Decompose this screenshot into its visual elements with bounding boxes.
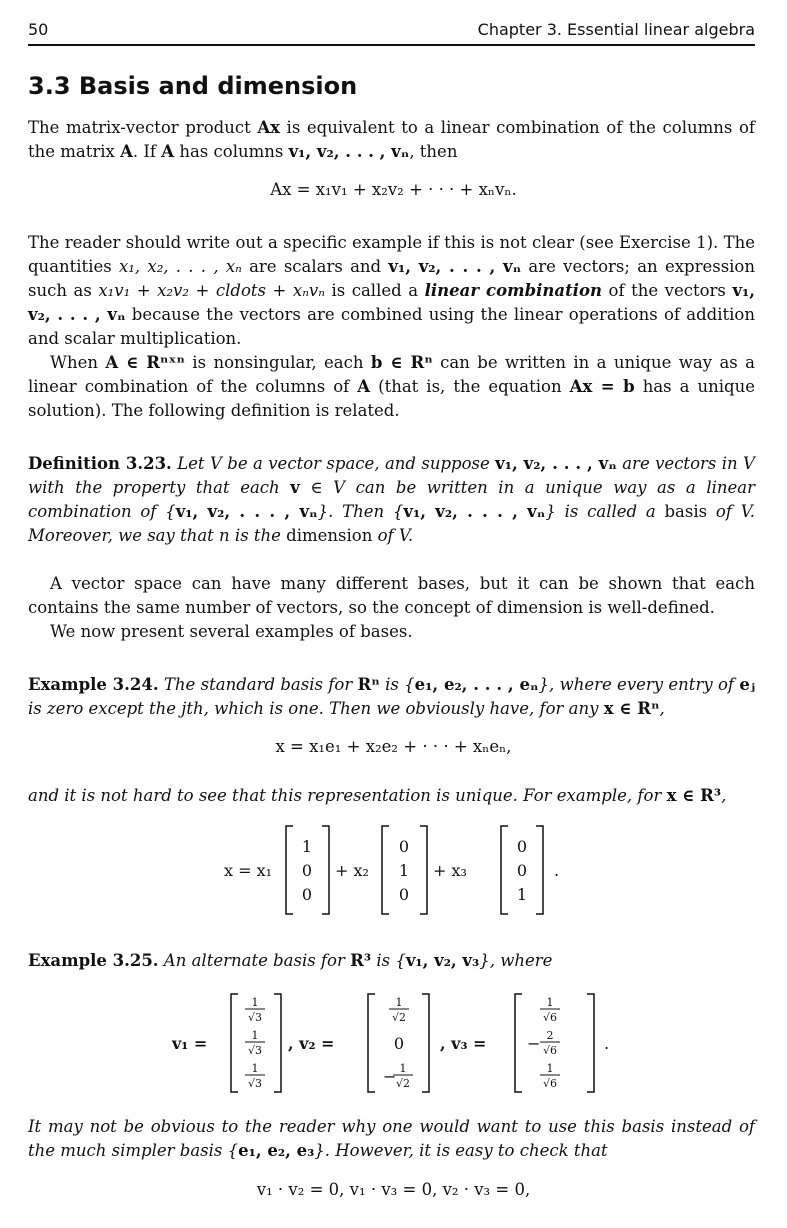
equation-standard-expansion: x = x₁e₁ + x₂e₂ + · · · + xₙeₙ, <box>275 737 512 756</box>
bracket-left <box>501 826 508 914</box>
fraction-entry <box>527 1029 560 1057</box>
example-alternate-basis: Example 3.25. An alternate basis for R³ is {v₁, v₂, v₃}, where <box>28 951 553 970</box>
bracket-left <box>368 994 375 1092</box>
matrix-entry: 1 <box>398 861 410 880</box>
equation-alternate-basis-vectors <box>0 988 787 1100</box>
bracket-right <box>536 826 543 914</box>
chapter-title: Chapter 3. Essential linear algebra <box>477 20 755 39</box>
running-header <box>28 18 755 44</box>
paragraph-many-bases: A vector space can have many different bases, but it can be shown that each contains the same number of vectors, so the concept of dimension is well-defined. <box>28 574 755 617</box>
svg-text:√2: √2 <box>395 1077 411 1090</box>
svg-text:1: 1 <box>251 1062 259 1075</box>
svg-text:√3: √3 <box>247 1044 263 1057</box>
fraction-entry <box>389 996 409 1024</box>
fraction-entry <box>540 1062 560 1090</box>
equation-r3-expansion <box>0 820 787 920</box>
svg-text:1: 1 <box>395 996 403 1009</box>
section-title: 3.3 Basis and dimension <box>28 72 358 100</box>
eq3-plus-x2: + x₂ <box>335 861 369 880</box>
v2-label: , v₂ = <box>288 1034 335 1053</box>
svg-text:√2: √2 <box>391 1011 407 1024</box>
bracket-left <box>382 826 389 914</box>
definition-basis: Definition 3.23. Let V be a vector space, and suppose v₁, v₂, . . . , vₙ are vectors in V with the property that each v ∈ V can be written in a unique way as a linear combination of {v₁, v₂, . . . , vₙ}. Then {v₁, v₂, . . . , vₙ} is called a basis of V. Moreover, we say that n is the dimension of V. <box>28 454 755 545</box>
fraction-entry <box>245 996 265 1024</box>
svg-text:√3: √3 <box>247 1077 263 1090</box>
paragraph-linear-combination: The reader should write out a specific example if this is not clear (see Exercise 1). The quantities x₁, x₂, . . . , xₙ are scalars and v₁, v₂, . . . , vₙ are vectors; an expression such as x₁v₁ + x₂v₂ + cldots + xₙvₙ is called a linear combination of the vectors v₁, v₂, . . . , vₙ because the vectors are combined using the linear operations of addition and scalar multiplication. <box>28 233 755 348</box>
fraction-entry <box>540 996 560 1024</box>
v3-label: , v₃ = <box>440 1034 487 1053</box>
fraction-entry <box>245 1062 265 1090</box>
example-label: Example 3.25. <box>28 951 159 970</box>
bracket-right <box>420 826 427 914</box>
svg-text:1: 1 <box>546 996 554 1009</box>
eq3-period: . <box>554 861 560 880</box>
matrix-entry: 1 <box>516 885 528 904</box>
eq4-period: . <box>604 1034 610 1053</box>
v1-label: v₁ = <box>172 1034 208 1053</box>
matrix-entry: 0 <box>516 861 528 880</box>
svg-text:1: 1 <box>399 1062 407 1075</box>
bracket-left <box>515 994 522 1092</box>
paragraph-examples-intro: We now present several examples of bases. <box>50 622 413 641</box>
svg-text:√3: √3 <box>247 1011 263 1024</box>
header-rule <box>28 44 755 46</box>
svg-text:−: − <box>383 1067 397 1086</box>
eq3-plus-x3: + x₃ <box>433 861 467 880</box>
svg-text:1: 1 <box>251 996 259 1009</box>
bracket-right <box>274 994 281 1092</box>
svg-text:1: 1 <box>546 1062 554 1075</box>
matrix-entry: 0 <box>393 1034 405 1053</box>
svg-text:√6: √6 <box>542 1044 558 1057</box>
matrix-entry: 0 <box>301 885 313 904</box>
svg-text:2: 2 <box>546 1029 554 1042</box>
matrix-entry: 0 <box>516 837 528 856</box>
equation-orthogonality: v₁ · v₂ = 0, v₁ · v₃ = 0, v₂ · v₃ = 0, <box>256 1180 531 1199</box>
svg-text:√6: √6 <box>542 1011 558 1024</box>
page-number: 50 <box>28 20 49 39</box>
paragraph-representation-unique: and it is not hard to see that this representation is unique. For example, for x ∈ R³, <box>28 786 727 805</box>
paragraph-nonsingular: When A ∈ Rⁿˣⁿ is nonsingular, each b ∈ Rⁿ can be written in a unique way as a linear combination of the columns of A (that is, the equation Ax = b has a unique solution). The following definition is related. <box>28 353 756 420</box>
bracket-right <box>422 994 429 1092</box>
eq3-lhs: x = x₁ <box>224 861 273 880</box>
matrix-entry: 0 <box>398 837 410 856</box>
svg-text:1: 1 <box>251 1029 259 1042</box>
fraction-entry <box>383 1062 413 1090</box>
fraction-entry <box>245 1029 265 1057</box>
paragraph-matrix-vector: The matrix-vector product Ax is equivalent to a linear combination of the columns of the matrix A. If A has columns v₁, v₂, . . . , vₙ, then <box>28 118 756 161</box>
example-standard-basis: Example 3.24. The standard basis for Rⁿ is {e₁, e₂, . . . , eₙ}, where every entry of eⱼ is zero except the jth, which is one. Then we obviously have, for any x ∈ Rⁿ, <box>28 675 755 718</box>
bracket-right <box>322 826 329 914</box>
bracket-left <box>286 826 293 914</box>
svg-text:√6: √6 <box>542 1077 558 1090</box>
example-label: Example 3.24. <box>28 675 159 694</box>
definition-label: Definition 3.23. <box>28 454 172 473</box>
paragraph-simpler-basis: It may not be obvious to the reader why one would want to use this basis instead of the much simpler basis {e₁, e₂, e₃}. However, it is easy to check that <box>28 1117 755 1160</box>
matrix-entry: 1 <box>301 837 313 856</box>
matrix-entry: 0 <box>301 861 313 880</box>
svg-text:−: − <box>527 1034 541 1053</box>
bracket-right <box>587 994 594 1092</box>
equation-linear-combination: Ax = x₁v₁ + x₂v₂ + · · · + xₙvₙ. <box>270 180 517 199</box>
matrix-entry: 0 <box>398 885 410 904</box>
bracket-left <box>231 994 238 1092</box>
